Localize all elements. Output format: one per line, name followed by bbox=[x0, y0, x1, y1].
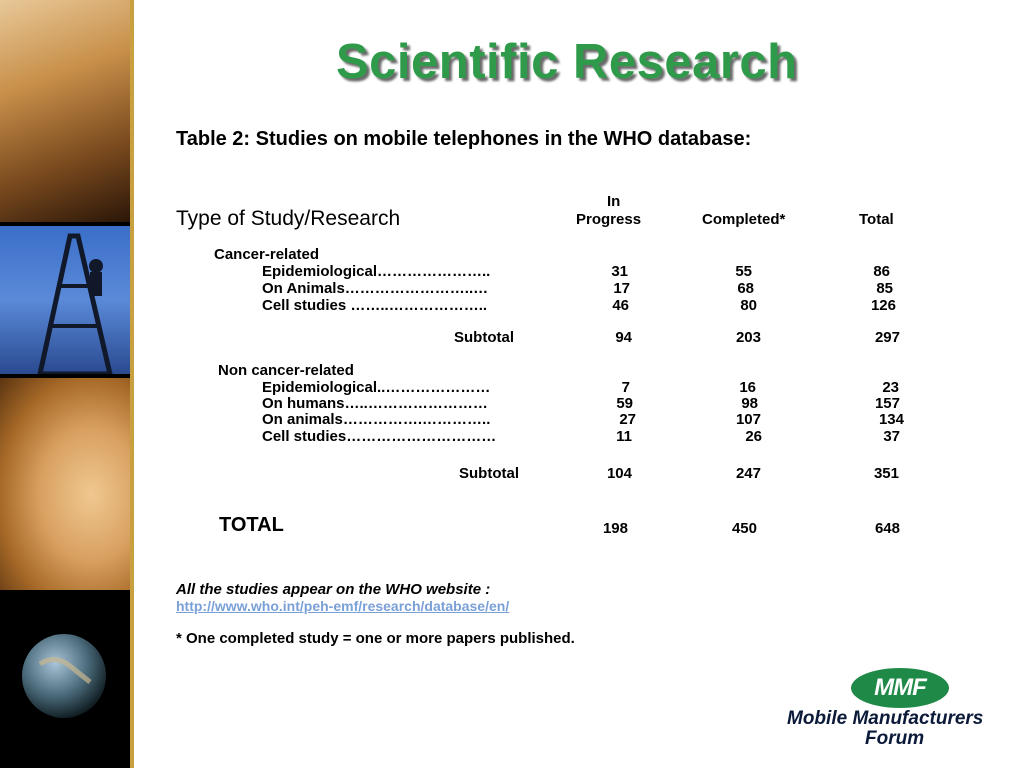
cell-in-progress: 31 bbox=[611, 263, 628, 280]
mmf-logo-icon: MMF bbox=[851, 668, 949, 708]
column-header-in-progress-line1: In bbox=[607, 193, 621, 210]
grand-total-completed: 450 bbox=[731, 520, 757, 537]
cell-completed: 107 bbox=[735, 411, 761, 428]
row-label: On humans…..…………………… bbox=[262, 395, 488, 412]
earth-globe-icon bbox=[0, 594, 130, 768]
cell-total: 86 bbox=[873, 263, 890, 280]
page-title: Scientific Research bbox=[336, 35, 798, 89]
subtotal-in-progress: 104 bbox=[606, 465, 632, 482]
subtotal-completed: 247 bbox=[735, 465, 761, 482]
photo-sidebar bbox=[0, 0, 134, 768]
cell-total: 23 bbox=[882, 379, 899, 396]
row-label: Cell studies ……..……………….. bbox=[262, 297, 488, 314]
section-heading-noncancer: Non cancer-related bbox=[218, 362, 354, 379]
subtotal-completed: 203 bbox=[735, 329, 761, 346]
cell-total: 157 bbox=[874, 395, 900, 412]
cell-total: 85 bbox=[876, 280, 893, 297]
cell-in-progress: 27 bbox=[619, 411, 636, 428]
subtotal-total: 351 bbox=[873, 465, 899, 482]
grand-total-label: TOTAL bbox=[219, 514, 284, 536]
section-heading-cancer: Cancer-related bbox=[214, 246, 320, 263]
subtotal-label-noncancer: Subtotal bbox=[459, 465, 519, 482]
cell-total: 126 bbox=[870, 297, 896, 314]
logo-line1: Mobile Manufacturers bbox=[787, 708, 984, 729]
cell-total: 134 bbox=[878, 411, 904, 428]
subtotal-in-progress: 94 bbox=[615, 329, 632, 346]
cell-in-progress: 17 bbox=[613, 280, 630, 297]
telecom-tower-image bbox=[0, 226, 130, 374]
subtotal-label-cancer: Subtotal bbox=[454, 329, 514, 346]
cell-completed: 26 bbox=[745, 428, 762, 445]
cell-in-progress: 11 bbox=[616, 428, 632, 445]
cell-completed: 98 bbox=[741, 395, 758, 412]
column-header-total: Total bbox=[859, 211, 894, 228]
subtotal-total: 297 bbox=[874, 329, 900, 346]
row-label: Cell studies………………………… bbox=[262, 428, 497, 445]
cell-total: 37 bbox=[883, 428, 900, 445]
cell-in-progress: 59 bbox=[616, 395, 633, 412]
sidebar-gold-stripe bbox=[130, 0, 134, 768]
cell-completed: 55 bbox=[735, 263, 752, 280]
logo-line2: Forum bbox=[865, 728, 925, 749]
cell-completed: 16 bbox=[739, 379, 756, 396]
website-note: All the studies appear on the WHO website : bbox=[176, 581, 491, 598]
man-portrait-image bbox=[0, 0, 130, 222]
row-label: Epidemiological..………………… bbox=[262, 379, 491, 396]
cell-completed: 80 bbox=[740, 297, 757, 314]
tower-silhouette-icon bbox=[0, 226, 130, 374]
cell-in-progress: 46 bbox=[612, 297, 629, 314]
column-header-in-progress-line2: Progress bbox=[576, 211, 642, 228]
cell-completed: 68 bbox=[737, 280, 754, 297]
column-header-completed: Completed* bbox=[702, 211, 786, 228]
grand-total-in-progress: 198 bbox=[602, 520, 628, 537]
woman-on-phone-image bbox=[0, 378, 130, 590]
row-label: Epidemiological………………….. bbox=[262, 263, 491, 280]
footnote: * One completed study = one or more papers published. bbox=[176, 630, 575, 647]
table-caption: Table 2: Studies on mobile telephones in the WHO database: bbox=[176, 128, 752, 150]
grand-total-total: 648 bbox=[874, 520, 900, 537]
cell-in-progress: 7 bbox=[621, 379, 630, 396]
column-header-type: Type of Study/Research bbox=[176, 207, 401, 230]
who-database-link[interactable]: http://www.who.int/peh-emf/research/database/en/ bbox=[176, 598, 510, 614]
row-label: On Animals……………………..… bbox=[262, 280, 489, 297]
row-label: On animals…………….………….. bbox=[262, 411, 491, 428]
globe-image bbox=[0, 594, 130, 768]
